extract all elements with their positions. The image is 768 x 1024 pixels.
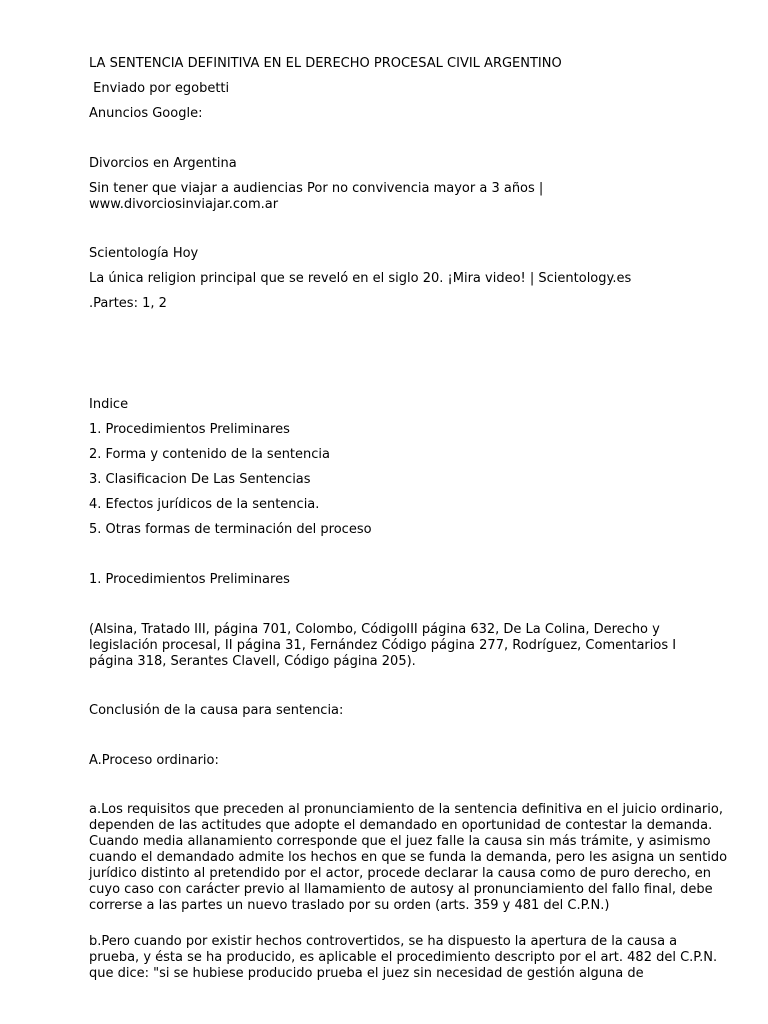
- ad-title[interactable]: Scientología Hoy: [89, 246, 199, 261]
- body-paragraph: a.Los requisitos que preceden al pronunciamiento de la sentencia definitiva en el juicio ordinario, dependen de las actitudes que adopte el demandado en oportunidad de contestar la demanda. Cuando media allanamiento corresponde que el juez falle la causa sin más trámite, y asimismo cuando el demandado admite los hechos en que se funda la demanda, pero les asigna un sentido jurídico distinto al pretendido por el actor, procede declarar la causa como de puro derecho, en cuyo caso con carácter previo al llamamiento de autosy al pronunciamiento del fallo final, debe correrse a las partes un nuevo traslado por su orden (arts. 359 y 481 del C.P.N.): [89, 802, 732, 913]
- ads-label: Anuncios Google:: [89, 106, 203, 121]
- index-item[interactable]: 4. Efectos jurídicos de la sentencia.: [89, 497, 320, 512]
- references-paragraph: (Alsina, Tratado III, página 701, Colombo, CódigoIII página 632, De La Colina, Derecho y legislación procesal, II página 31, Fernández Código página 277, Rodríguez, Comentarios I página 318, Serantes Clavell, Código página 205).: [89, 622, 681, 669]
- sent-by-line: Enviado por egobetti: [89, 81, 230, 96]
- ad-text[interactable]: La única religion principal que se reveló en el siglo 20. ¡Mira video! | Scientology.es: [89, 271, 632, 286]
- subheading: A.Proceso ordinario:: [89, 753, 219, 768]
- ad-text[interactable]: Sin tener que viajar a audiencias Por no convivencia mayor a 3 años | www.divorciosinviajar.com.ar: [89, 181, 548, 212]
- section-heading: 1. Procedimientos Preliminares: [89, 572, 290, 587]
- ad-title[interactable]: Divorcios en Argentina: [89, 156, 237, 171]
- index-item[interactable]: 1. Procedimientos Preliminares: [89, 422, 290, 437]
- index-heading: Indice: [89, 397, 129, 412]
- index-item[interactable]: 2. Forma y contenido de la sentencia: [89, 447, 330, 462]
- document-title: LA SENTENCIA DEFINITIVA EN EL DERECHO PROCESAL CIVIL ARGENTINO: [89, 56, 562, 71]
- index-item[interactable]: 5. Otras formas de terminación del proceso: [89, 522, 372, 537]
- index-item[interactable]: 3. Clasificacion De Las Sentencias: [89, 472, 311, 487]
- parts-links[interactable]: .Partes: 1, 2: [89, 296, 167, 311]
- body-paragraph: b.Pero cuando por existir hechos controvertidos, se ha dispuesto la apertura de la causa a prueba, y ésta se ha producido, es aplicable el procedimiento descripto por el art. 482 del C.P.N. que dice: "si se hubiese producido prueba el juez sin necesidad de gestión alguna de: [89, 934, 722, 981]
- conclusion-heading: Conclusión de la causa para sentencia:: [89, 703, 344, 718]
